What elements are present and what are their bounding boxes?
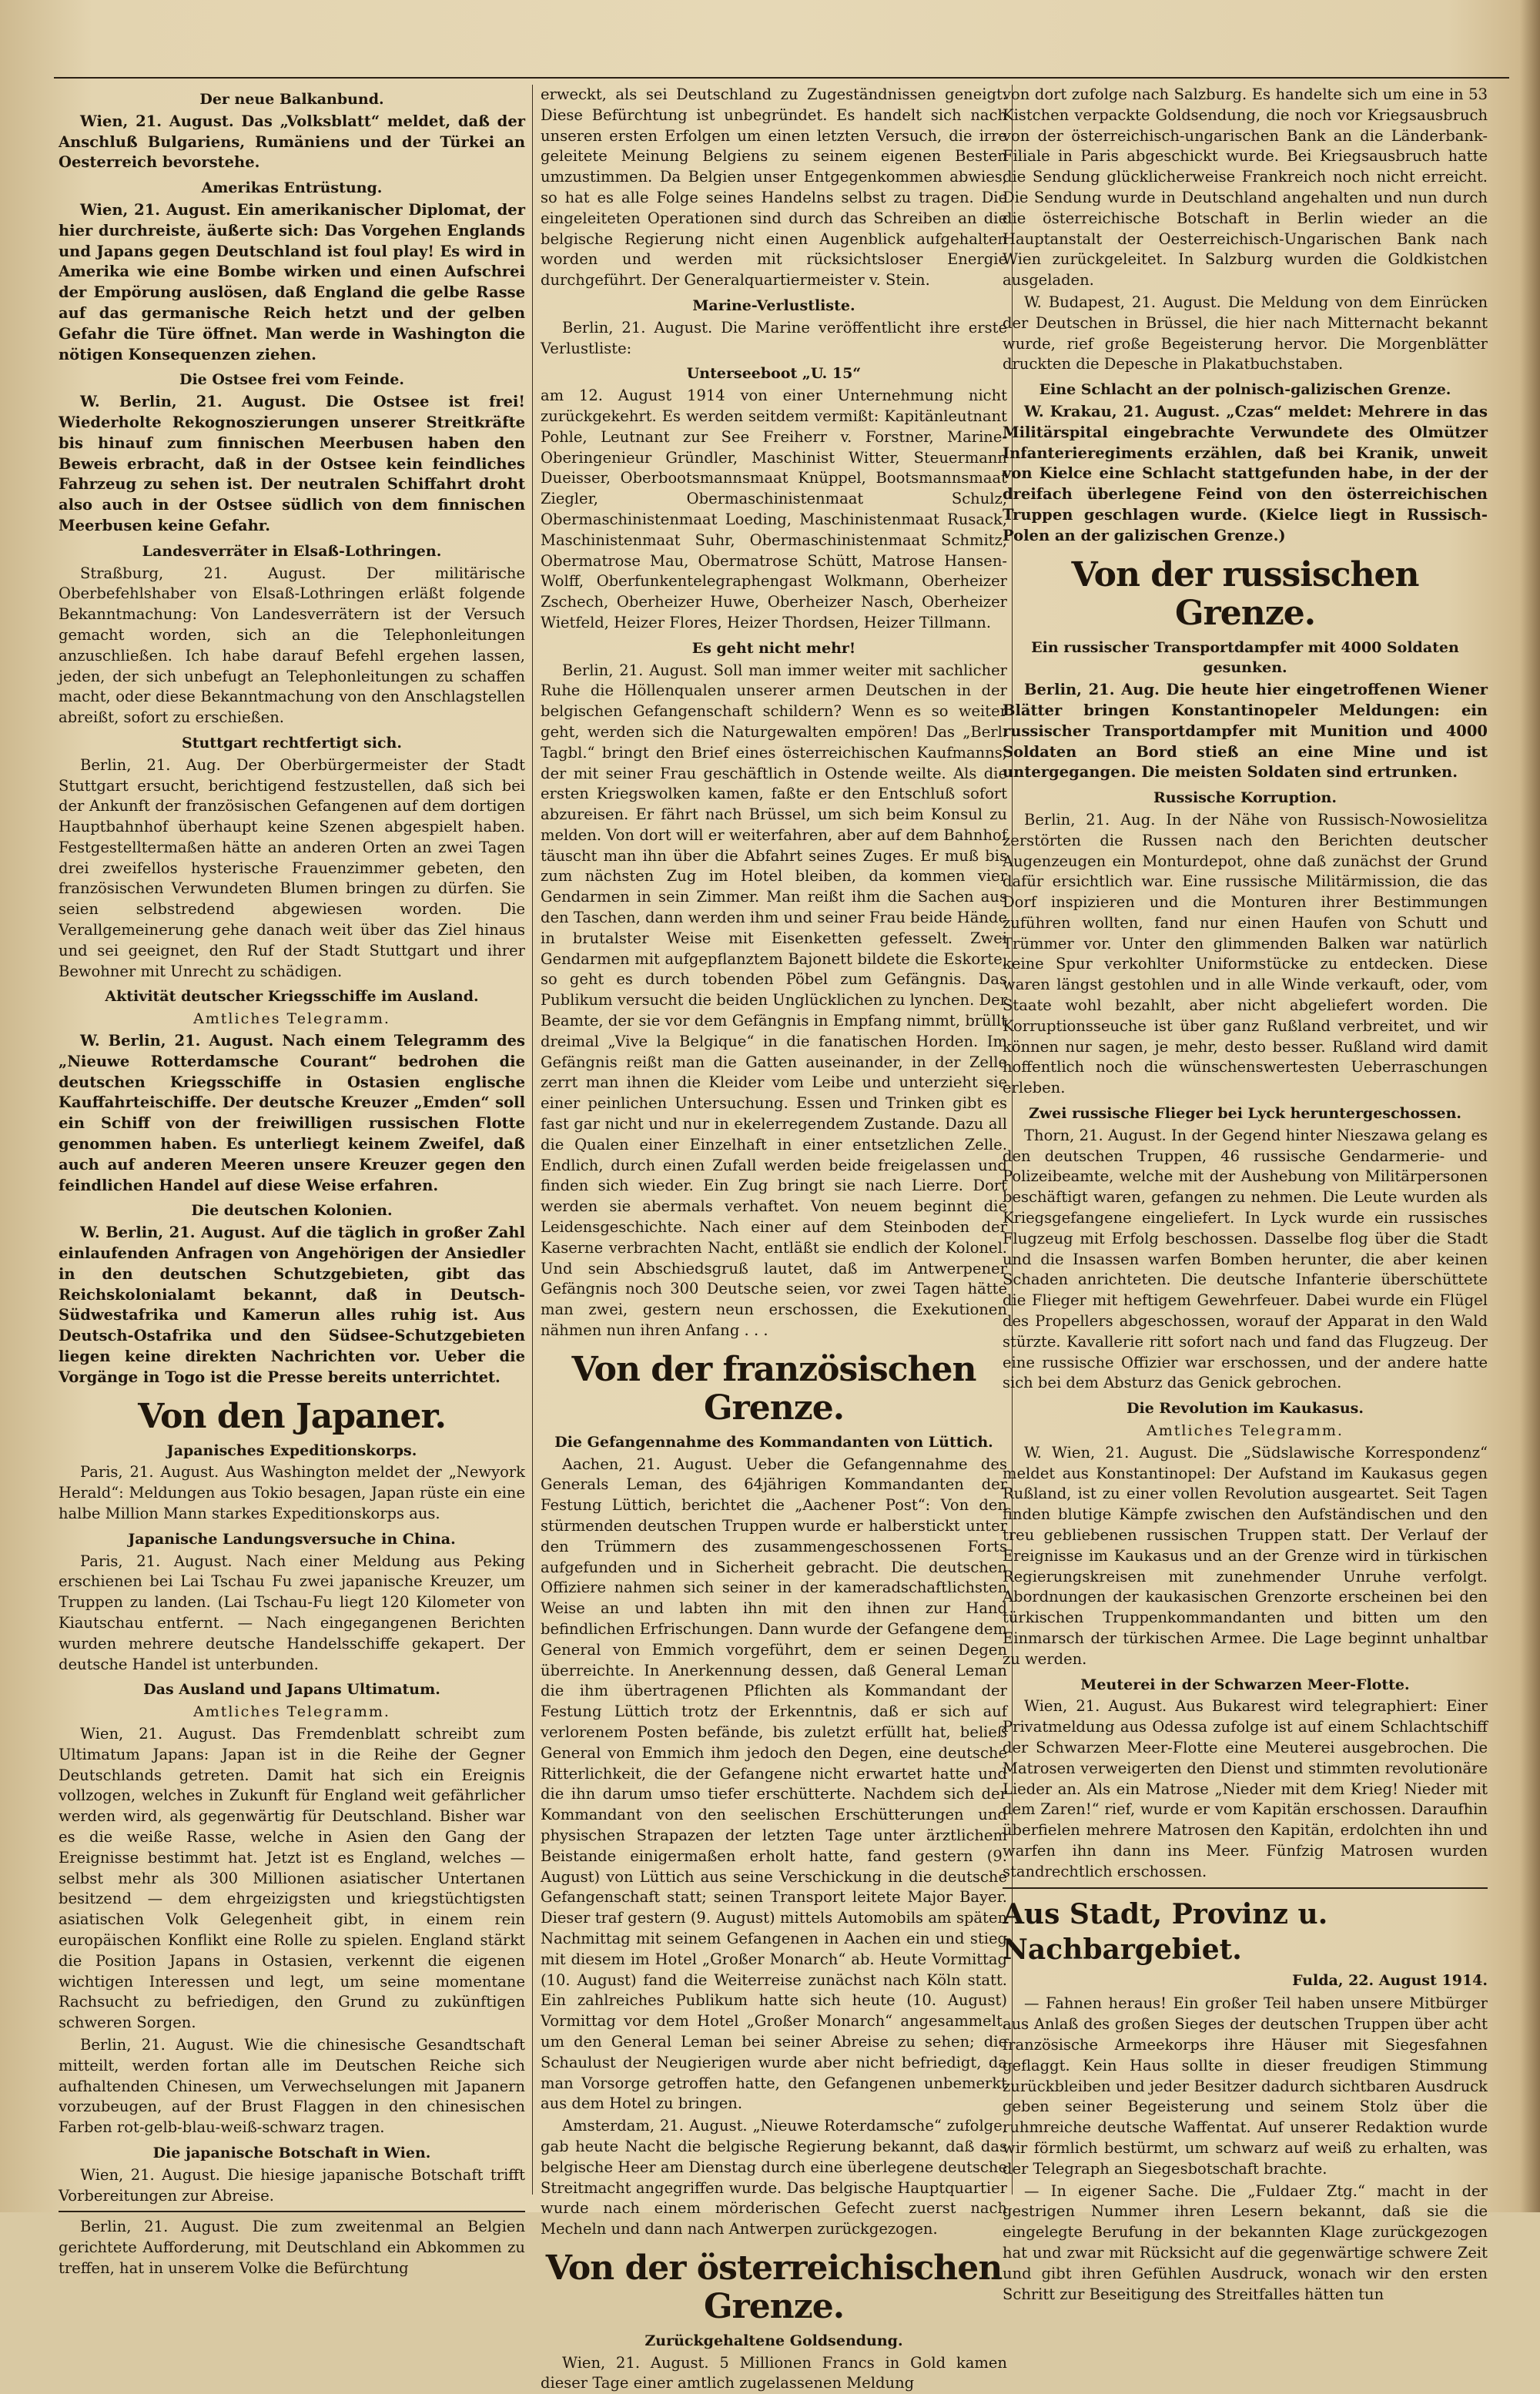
article-text: W. Budapest, 21. August. Die Meldung von dem Einrücken der Deutschen in Brüssel, die hier nach Mitternacht bekannt wurde, rief große Begeisterung hervor. Die Morgenblätter druckten die Depesche in Plakatbuchstaben. — [1003, 293, 1488, 373]
article-text: Berlin, 21. Aug. Die heute hier eingetroffenen Wiener Blätter bringen Konstantinopeler Meldungen: ein russischer Transportdampfer mit Munition und 4000 Soldaten an Bord stieß an eine Mine und ist untergegangen. Die meisten Soldaten sind ertrunken. — [1003, 681, 1488, 782]
article-text: W. Krakau, 21. August. „Czas“ meldet: Mehrere in das Militärspital eingebrachte Verwundete des Olmützer Infanterieregiments erzählen, daß bei Kranik, unweit von Kielce eine Schlacht stattgefunden habe, in der der dreifach überlegene Feind von den österreichischen Truppen geschlagen wurde. (Kielce liegt in Russisch-Polen an der galizischen Grenze.) — [1003, 402, 1488, 544]
article-text: Berlin, 21. August. Die Marine veröffentlicht ihre erste Verlustliste: — [541, 318, 1007, 357]
article-text: Straßburg, 21. August. Der militärische Oberbefehlshaber von Elsaß-Lothringen erläßt folgende Bekanntmachung: Von Landesverrätern ist der Versuch gemacht worden, sich an die Telephonleitungen anzuschließen. Ich habe darauf Befehl ergehen lassen, jeden, der sich unbefugt an Telephonleitungen zu schaffen macht, oder diese Bekanntmachung von den Anschlagstellen abreißt, sofort zu erschießen. — [59, 564, 525, 727]
article-text: W. Berlin, 21. August. Nach einem Telegramm des „Nieuwe Rotterdamsche Courant“ bedrohen die deutschen Kriegsschiffe in Ostasien englische Kauffahrteischiffe. Der deutsche Kreuzer „Emden“ soll ein Schiff von der freiwilligen russischen Flotte genommen haben. Es unterliegt keinem Zweifel, daß auch auf anderen Meeren unsere Kreuzer gegen den feindlichen Handel auf diese Weise erfahren. — [59, 1032, 525, 1194]
article-title: Die Revolution im Kaukasus. — [1127, 1400, 1364, 1418]
article-text: W. Berlin, 21. August. Die Ostsee ist frei! Wiederholte Rekognoszierungen unserer Streitkräfte bis hinauf zum finnischen Meerbusen haben den Beweis erbracht, daß in der Ostsee kein feindliches Fahrzeug zu sehen ist. Der neutralen Schiffahrt droht also auch in der Ostsee südlich von dem finnischen Meerbusen keine Gefahr. — [59, 393, 525, 534]
article-title: Aktivität deutscher Kriegsschiffe im Ausland. — [105, 988, 479, 1006]
article-title: Die Gefangennahme des Kommandanten von Lüttich. — [554, 1433, 993, 1451]
top-rule — [54, 77, 1509, 79]
article-subtitle: Amtliches Telegramm. — [193, 1010, 390, 1028]
article-text: — In eigener Sache. Die „Fuldaer Ztg.“ macht in der gestrigen Nummer ihren Lesern bekannt, daß sie die eingelegte Berufung in der bekannten Klage zurückgezogen hat und zwar mit Rücksicht auf die gegenwärtige schwere Zeit und gibt ihren Gefühlen Ausdruck, wonach wir den ersten Schritt zur Beseitigung des Streitfalles hätten tun — [1003, 2181, 1488, 2303]
article-text: Wien, 21. August. 5 Millionen Francs in Gold kamen dieser Tage einer amtlich zugelassenen Meldung — [541, 2353, 1007, 2392]
article-subtitle: Amtliches Telegramm. — [193, 1703, 390, 1721]
article-title: Landesverräter in Elsaß-Lothringen. — [142, 542, 442, 560]
article-title: Das Ausland und Japans Ultimatum. — [143, 1681, 440, 1699]
article-text: Wien, 21. August. Die hiesige japanische Botschaft trifft Vorbereitungen zur Abreise. — [59, 2165, 525, 2205]
section-heading: Von den Japaner. — [138, 1396, 446, 1436]
article-text: Wien, 21. August. Das Fremdenblatt schreibt zum Ultimatum Japans: Japan ist in die Reihe der Gegner Deutschlands getreten. Damit hat sich ein Ereignis vollzogen, welches in Zukunft für England weit gefährlicher werden wird, als gegenwärtig für Deutschland. Bisher war es die weiße Rasse, welche in Asien den Gang der Ereignisse bestimmt hat. Jetzt ist es England, welches — selbst mehr als 300 Millionen asiatischer Untertanen besitzend — dem ehrgeizigsten und kriegstüchtigsten asiatischen Volk Gelegenheit gibt, in einem rein europäischen Konflikt eine Rolle zu spielen. England stärkt die Position Japans in Ostasien, verkennt die eigenen wichtigen Interessen und legt, um seine momentane Rachsucht zu befriedigen, den Grund zu zukünftigen schweren Sorgen. — [59, 1724, 525, 2032]
dateline: Fulda, 22. August 1914. — [1292, 1971, 1488, 1989]
article-title: Die japanische Botschaft in Wien. — [152, 2144, 431, 2161]
column-rule — [532, 85, 533, 2195]
section-heading: Aus Stadt, Provinz u. Nachbargebiet. — [1003, 1897, 1328, 1966]
article-title: Stuttgart rechtfertigt sich. — [182, 734, 402, 752]
article-title: Japanisches Expeditionskorps. — [166, 1441, 417, 1459]
article-text: Amsterdam, 21. August. „Nieuwe Roterdamsche“ zufolge, gab heute Nacht die belgische Regierung bekannt, daß das belgische Heer am Dienstag durch eine überlegene deutsche Streitmacht angegriffen wurde. Das belgische Hauptquartier wurde nach einem mörderischen Gefecht zuerst nach Mecheln und dann nach Antwerpen zurückgezogen. — [541, 2117, 1007, 2238]
article-text: Berlin, 21. Aug. Der Oberbürgermeister der Stadt Stuttgart ersucht, berichtigend festzustellen, daß sich bei der Ankunft der französischen Gefangenen auf dem dortigen Hauptbahnhof überhaupt keine Szenen abgespielt haben. Festgestelltermaßen hätte an anderen Orten an zwei Tagen drei zweifellos hysterische Frauenzimmer gebeten, den französischen Verwundeten Blumen bringen zu dürfen. Sie seien selbstredend abgewiesen worden. Die Verallgemeinerung gehe danach weit über das Ziel hinaus und sei geeignet, den Ruf der Stadt Stuttgart und ihrer Bewohner mit Unrecht zu schädigen. — [59, 755, 525, 980]
section-heading: Von der französischen Grenze. — [571, 1349, 976, 1428]
column-1 — [59, 85, 525, 2277]
article-text: erweckt, als sei Deutschland zu Zugeständnissen geneigt. Diese Befürchtung ist unbegründet. Es handelt sich nach unseren ersten Erfolgen um einen letzten Versuch, die irre geleitete Meinung Belgiens zu seinem eigenen Besten umzustimmen. Da Belgien unser Entgegenkommen abwies, so hat es alle Folge seines Handelns selbst zu tragen. Die eingeleiteten Operationen sind durch das Schreiben an die belgische Regierung nicht einen Augenblick aufgehalten worden und werden mit rücksichtsloser Energie durchgeführt. Der Generalquartiermeister v. Stein. — [541, 85, 1007, 290]
article-title: Die deutschen Kolonien. — [191, 1202, 393, 1220]
article-text: Paris, 21. August. Nach einer Meldung aus Peking erschienen bei Lai Tschau Fu zwei japanische Kreuzer, um Truppen zu landen. (Lai Tschau-Fu liegt 120 Kilometer von Kiautschau entfernt. — Nach eingegangenen Berichten wurden mehrere deutsche Handelsschiffe gekapert. Der deutsche Handel ist unterbunden. — [59, 1552, 525, 1673]
article-title: Der neue Balkanbund. — [199, 91, 384, 108]
article-title: Ein russischer Transportdampfer mit 4000 Soldaten gesunken. — [1031, 638, 1459, 677]
article-title: Meuterei in der Schwarzen Meer-Flotte. — [1080, 1676, 1410, 1693]
article-text: Wien, 21. August. Das „Volksblatt“ meldet, daß der Anschluß Bulgariens, Rumäniens und der Türkei an Oesterreich bevorstehe. — [59, 112, 525, 172]
article-text: W. Wien, 21. August. Die „Südslawische Korrespondenz“ meldet aus Konstantinopel: Der Aufstand im Kaukasus gegen Rußland, ist zu einer vollen Revolution ausgeartet. Seit Tagen finden blutige Kämpfe zwischen den Aufständischen und den treu gebliebenen russischen Truppen statt. Der Verlauf der Ereignisse im Kaukasus und an der Grenze wird in türkischen Regierungskreisen mit zunehmender Unruhe verfolgt. Abordnungen der kaukasischen Grenzorte erscheinen bei den türkischen Truppenkommandanten und bitten um den Einmarsch der türkischen Armee. Die Lage beginnt unhaltbar zu werden. — [1003, 1443, 1488, 1668]
section-heading: Von der österreichischen Grenze. — [545, 2248, 1003, 2326]
article-text: von dort zufolge nach Salzburg. Es handelte sich um eine in 53 Kistchen verpackte Goldsendung, die noch vor Kriegsausbruch von der österreichisch-ungarischen Bank an die Länderbank-Filiale in Paris abgeschickt wurde. Bei Kriegsausbruch hatte die Sendung glücklicherweise Frankreich noch nicht erreicht. Die Sendung wurde in Deutschland angehalten und nun durch die österreichische Botschaft in Berlin wieder an die Hauptanstalt der Oesterreichisch-Ungarischen Bank nach Wien zurückgeleitet. In Salzburg wurden die Goldkistchen ausgeladen. — [1003, 85, 1488, 290]
divider — [59, 2211, 525, 2212]
column-3 — [1003, 85, 1488, 2303]
article-title: Eine Schlacht an der polnisch-galizischen Grenze. — [1039, 381, 1451, 399]
article-text: Wien, 21. August. Ein amerikanischer Diplomat, der hier durchreiste, äußerte sich: Das Vorgehen Englands und Japans gegen Deutschland ist foul play! Es wird in Amerika wie eine Bombe wirken und einen Aufschrei der Empörung auslösen, daß England die gelbe Rasse auf das germanische Reich hetzt und der gelben Gefahr die Türe öffnet. Man werde in Washington die nötigen Konsequenzen ziehen. — [59, 200, 525, 363]
article-title: Marine-Verlustliste. — [692, 296, 855, 314]
article-text: Aachen, 21. August. Ueber die Gefangennahme des Generals Leman, des 64jährigen Kommandanten der Festung Lüttich, berichtet die „Aachener Post“: Von den stürmenden deutschen Truppen wurde er halberstickt unter den Trümmern des zusammengeschossenen Forts aufgefunden und in Sicherheit gebracht. Die deutschen Offiziere nahmen sich seiner in der kameradschaftlichsten Weise an und labten ihn mit den ihnen zur Hand befindlichen Erfrischungen. Dann wurde der Gefangene dem General von Emmich vorgeführt, dem er seinen Degen überreichte. In Anerkennung dessen, daß General Leman die ihm übertragenen Pflichten als Kommandant der Festung Lüttich trotz der Erkenntnis, daß er sich auf verlorenem Posten befände, bis zuletzt erfüllt hat, beließ General von Emmich ihm jedoch den Degen, eine deutsche Ritterlichkeit, die der Gefangene nicht erwartet hatte und die ihn darum umso tiefer erschütterte. Nachdem sich der Kommandant von den seelischen Erschütterungen und physischen Strapazen der letzten Tage unter ärztlichem Beistande einigermaßen erholt hatte, fand gestern (9. August) von Lüttich aus seine Verschickung in die deutsche Gefangenschaft statt; seinen Transport leitete Major Bayer. Dieser traf gestern (9. August) mittels Automobils am späten Nachmittag mit seinem Gefangenen in Aachen ein und stieg mit diesem im Hotel „Großer Monarch“ ab. Heute Vormittag (10. August) fand die Weiterreise zunächst nach Köln statt. Ein zahlreiches Publikum hatte sich heute (10. August) Vormittag vor dem Hotel „Großer Monarch“ angesammelt, um den General Leman bei seiner Abreise zu sehen; die Schaulust der Neugierigen wurde aber nicht befriedigt, da man Vorsorge getroffen hatte, den Gefangenen unbemerkt aus dem Hotel zu bringen. — [541, 1455, 1007, 2113]
article-text: Berlin, 21. August. Die zum zweitenmal an Belgien gerichtete Aufforderung, mit Deutschland ein Abkommen zu treffen, hat in unserem Volke die Befürchtung — [59, 2218, 525, 2277]
article-text: — Fahnen heraus! Ein großer Teil haben unsere Mitbürger aus Anlaß des großen Sieges der deutschen Truppen über acht französische Armeekorps ihre Häuser mit Siegesfahnen geflaggt. Kein Haus sollte in dieser freudigen Stimmung zurückbleiben und jeder Besitzer dadurch sichtbaren Ausdruck geben seiner Begeisterung und seinem Stolz über die ruhmreiche deutsche Waffentat. Auf unserer Redaktion wurde wir förmlich bestürmt, um schwarz auf weiß zu erhalten, was der Telegraph an Siegesbotschaft brachte. — [1003, 1994, 1488, 2178]
article-title: Zurückgehaltene Goldsendung. — [644, 2332, 903, 2349]
article-text: Paris, 21. August. Aus Washington meldet der „Newyork Herald“: Meldungen aus Tokio besagen, Japan rüste ein eine halbe Million Mann starkes Expeditionskorps aus. — [59, 1463, 525, 1522]
article-text: Berlin, 21. August. Wie die chinesische Gesandtschaft mitteilt, werden fortan alle im Deutschen Reiche sich aufhaltenden Chinesen, um Verwechselungen mit Japanern vorzubeugen, auf der Brust Flaggen in den chinesischen Farben rot-gelb-blau-weiß-schwarz tragen. — [59, 2035, 525, 2137]
column-2 — [541, 85, 1007, 2392]
article-text: Berlin, 21. August. Soll man immer weiter mit sachlicher Ruhe die Höllenqualen unserer armen Deutschen in der belgischen Gefangenschaft schildern? Wenn es so weiter geht, werden sich die Naturgewalten empören! Das „Berl. Tagbl.“ bringt den Brief eines österreichischen Kaufmanns, der mit seiner Frau geschäftlich in Ostende weilte. Als die ersten Kriegswolken kamen, faßte er den Entschluß sofort abzureisen. Er fährt nach Brüssel, um sich beim Konsul zu melden. Von dort will er weiterfahren, aber auf dem Bahnhof täuscht man ihn über die Abfahrt seines Zuges. Er muß bis zum nächsten Zug im Hotel bleiben, da kommen vier Gendarmen in sein Zimmer. Man reißt ihm die Sachen aus den Taschen, dann werden ihm und seiner Frau beide Hände in brutalster Weise mit Eisenketten gefesselt. Zwei Gendarmen mit aufgepflanztem Bajonett bildete die Eskorte, so geht es durch tobenden Pöbel zum Gefängnis. Das Publikum versucht die beiden Unglücklichen zu lynchen. Der Beamte, der sie vor dem Gefängnis in Empfang nimmt, brüllt dreimal „Vive la Belgique“ in die fanatischen Horden. Im Gefängnis reißt man die Gatten auseinander, in der Zelle zerrt man ihnen die Kleider vom Leibe und unterzieht sie einer peinlichen Untersuchung. Essen und Trinken gibt es fast gar nicht und nur in ekelerregendem Zustande. Dazu all die Qualen einer Einzelhaft in einer entsetzlichen Zelle. Endlich, durch einen Zufall werden beide freigelassen und finden sich wieder. Ein Zug bringt sie nach Lierre. Dort werden sie abermals verhaftet. Von neuem beginnt die Leidensgeschichte. Nach einer auf dem Steinboden der Kaserne verbrachten Nacht, entläßt sie endlich der Kolonel. Und sein Abschiedsgruß lautet, daß im Antwerpener Gefängnis noch 300 Deutsche seien, vor zwei Tagen hätte man zwei, gestern neun erschossen, die Exekutionen nähmen nun ihren Anfang . . . — [541, 661, 1007, 1340]
article-title: Unterseeboot „U. 15“ — [686, 365, 862, 383]
divider — [1003, 1887, 1488, 1889]
article-title: Es geht nicht mehr! — [691, 639, 856, 657]
article-title: Zwei russische Flieger bei Lyck heruntergeschossen. — [1028, 1105, 1462, 1123]
article-title: Amerikas Entrüstung. — [201, 179, 383, 197]
article-title: Russische Korruption. — [1153, 789, 1337, 807]
article-text: W. Berlin, 21. August. Auf die täglich in großer Zahl einlaufenden Anfragen von Angehörigen der Ansiedler in den deutschen Schutzgebieten, gibt das Reichskolonialamt bekannt, daß in Deutsch-Südwestafrika und Kamerun alles ruhig ist. Aus Deutsch-Ostafrika und den Südsee-Schutzgebieten liegen keine direkten Nachrichten vor. Ueber die Vorgänge in Togo ist die Presse bereits unterrichtet. — [59, 1224, 525, 1386]
article-text: Wien, 21. August. Aus Bukarest wird telegraphiert: Einer Privatmeldung aus Odessa zufolge ist auf einem Schlachtschiff der Schwarzen Meer-Flotte eine Meuterei ausgebrochen. Die Matrosen verweigerten den Dienst und stimmten revolutionäre Lieder an. Als ein Matrose „Nieder mit dem Krieg! Nieder mit dem Zaren!“ rief, wurde er vom Kapitän erschossen. Daraufhin überfielen mehrere Matrosen den Kapitän, erdolchten ihn und warfen ihn dann ins Meer. Fünfzig Matrosen wurden standrechtlich erschossen. — [1003, 1697, 1488, 1880]
article-text: Berlin, 21. Aug. In der Nähe von Russisch-Nowosielitza zerstörten die Russen nach den Berichten deutscher Augenzeugen ein Monturdepot, ohne daß zunächst der Grund dafür ersichtlich war. Eine russische Militärmission, die das Dorf inspizieren und die Monturen ihrer Bestimmungen zuführen wollten, fand nur einen Haufen von Schutt und Trümmer vor. Unter den glimmenden Balken war natürlich keine Spur verkohlter Uniformstücke zu entdecken. Diese waren längst gestohlen und in alle Winde verkauft, oder, vom Staate wohl bezahlt, aber nicht abgeliefert worden. Die Korruptionsseuche ist über ganz Rußland verbreitet, und wir können nur sagen, je mehr, desto besser. Rußland wird damit hoffentlich noch die wünschenswertesten Ueberraschungen erleben. — [1003, 810, 1488, 1097]
article-title: Japanische Landungsversuche in China. — [128, 1530, 456, 1548]
article-subtitle: Amtliches Telegramm. — [1147, 1422, 1344, 1440]
article-text: Thorn, 21. August. In der Gegend hinter Nieszawa gelang es den deutschen Truppen, 46 russische Gendarmerie- und Polizeibeamte, welche mit der Aushebung von Militärpersonen beschäftigt waren, gefangen zu nehmen. Die Leute wurden als Kriegsgefangene eingeliefert. In Lyck wurde ein russisches Flugzeug mit Erfolg beschossen. Dasselbe flog über die Stadt und die Insassen warfen Bomben herunter, die aber keinen Schaden anrichteten. Die deutsche Infanterie überschüttete die Flieger mit heftigem Gewehrfeuer. Dabei wurde ein Flügel des Propellers abgeschossen, worauf der Apparat in den Wald stürzte. Kavallerie ritt sofort nach und fand das Flugzeug. Der eine russische Offizier war erschossen, und der andere hatte sich bei dem Absturz das Genick gebrochen. — [1003, 1126, 1488, 1392]
article-title: Die Ostsee frei vom Feinde. — [179, 371, 404, 389]
article-text: am 12. August 1914 von einer Unternehmung nicht zurückgekehrt. Es werden seitdem vermißt: Kapitänleutnant Pohle, Leutnant zur See Freiherr v. Forstner, Marine-Oberingenieur Gründler, Maschinist Witter, Steuermann Dueisser, Oberbootsmannsmaat Knüppel, Bootsmannsmaat Ziegler, Obermaschinistenmaat Schulz, Obermaschinistenmaat Loeding, Maschinistenmaat Rusack, Maschinistenmaat Suhr, Obermaschinistenmaat Schmitz, Obermatrose Mau, Obermatrose Schütt, Matrose Hansen-Wolff, Oberfunkentelegraphengast Wolkmann, Oberheizer Zschech, Oberheizer Huwe, Oberheizer Nasch, Oberheizer Wietfeld, Heizer Flores, Heizer Thordsen, Heizer Tillmann. — [541, 387, 1007, 631]
section-heading: Von der russischen Grenze. — [1071, 554, 1419, 633]
